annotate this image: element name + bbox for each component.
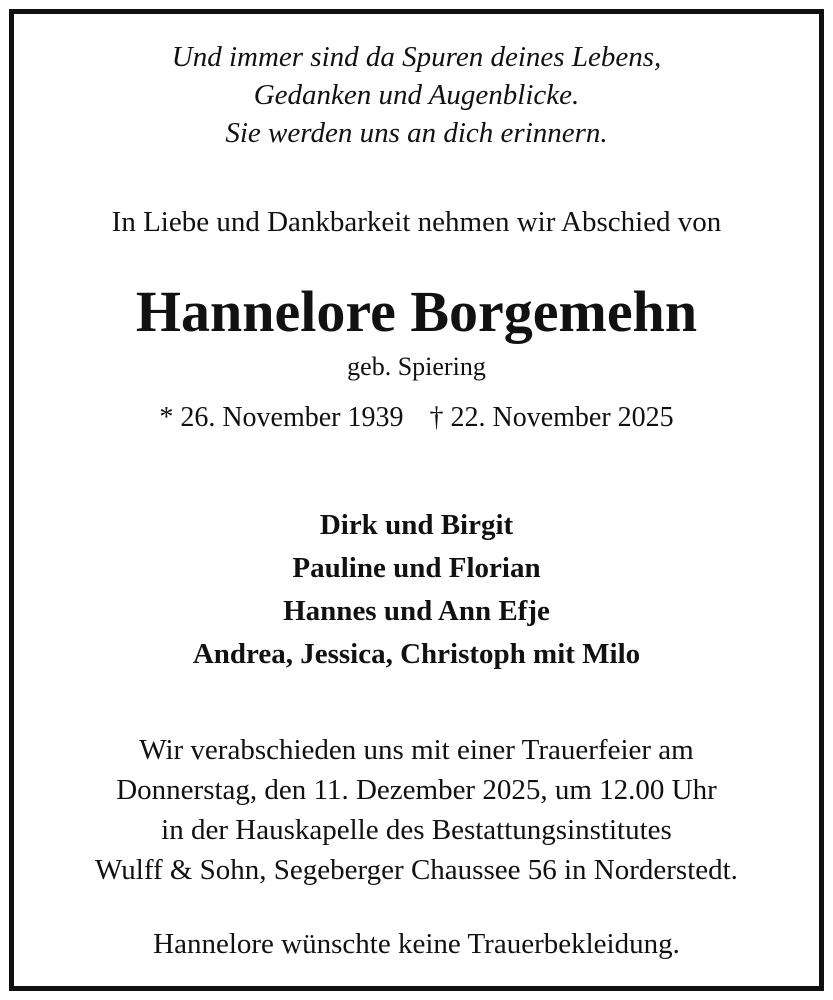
family-line: Andrea, Jessica, Christoph mit Milo [192, 638, 641, 670]
poem-line: Und immer sind da Spuren deines Lebens, [171, 41, 662, 73]
death-date: † 22. November 2025 [429, 402, 674, 433]
birth-date: * 26. November 1939 [159, 402, 404, 433]
intro-text: In Liebe und Dankbarkeit nehmen wir Abschied von [111, 206, 722, 238]
family-list [0, 504, 833, 676]
dress-note: Hannelore wünschte keine Trauerbekleidung. [153, 928, 680, 960]
birth-name: geb. Spiering [347, 352, 486, 381]
service-line: Wir verabschieden uns mit einer Trauerfeier am [139, 734, 694, 766]
family-line: Pauline und Florian [292, 552, 541, 584]
service-line: Donnerstag, den 11. Dezember 2025, um 12.00 Uhr [116, 774, 717, 806]
deceased-name: Hannelore Borgemehn [135, 279, 698, 344]
family-line: Hannes und Ann Efje [283, 595, 550, 627]
family-line: Dirk und Birgit [319, 509, 514, 541]
poem [0, 38, 833, 152]
service-info [0, 730, 833, 890]
poem-line: Gedanken und Augenblicke. [253, 79, 580, 111]
service-line: in der Hauskapelle des Bestattungsinstitutes [161, 814, 672, 846]
life-dates [0, 398, 833, 438]
service-line: Wulff & Sohn, Segeberger Chaussee 56 in Norderstedt. [95, 854, 738, 886]
poem-line: Sie werden uns an dich erinnern. [225, 117, 608, 149]
